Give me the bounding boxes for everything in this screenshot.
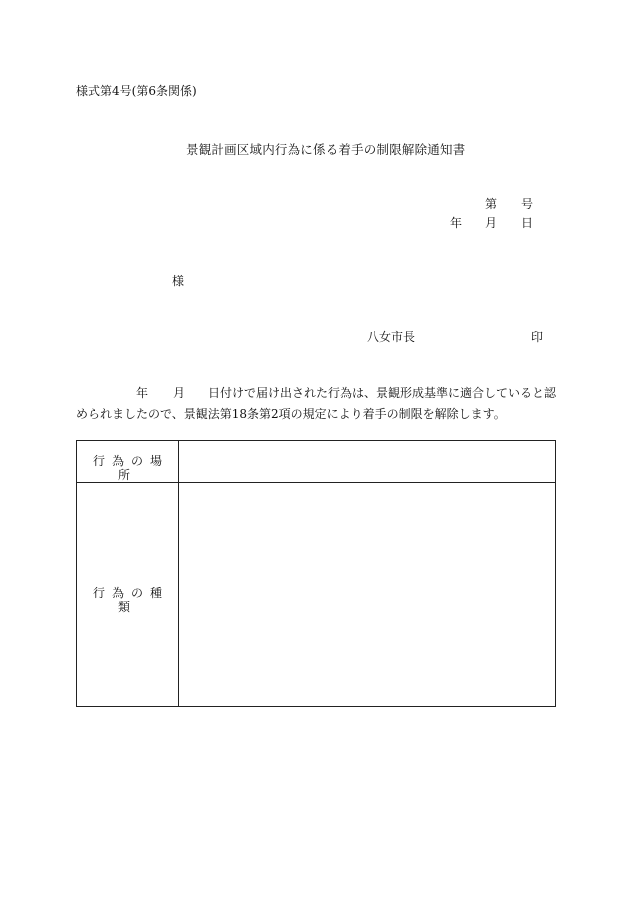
date-day-label: 日 [521,216,534,230]
issuer-name: 八女市長 [367,330,416,344]
date-year-label: 年 [450,216,463,230]
body-text-line-2: められましたので、景観法第18条第2項の規定により着手の制限を解除します。 [76,407,506,421]
action-kind-label: 行為の種類 [92,586,169,614]
date-month-label: 月 [485,216,498,230]
action-details-table [76,440,556,707]
reference-number-prefix: 第 [485,197,498,211]
table-row-divider [77,482,555,483]
body-year-label: 年 [136,386,149,400]
body-text-continuation: 日付けで届け出された行為は、景観形成基準に適合していると認 [208,386,557,400]
body-month-label: 月 [173,386,186,400]
form-number: 様式第4号(第6条関係) [76,84,197,98]
reference-number-suffix: 号 [521,197,534,211]
document-title: 景観計画区域内行為に係る着手の制限解除通知書 [186,142,466,157]
addressee-honorific: 様 [172,274,185,288]
table-column-divider [178,441,179,706]
action-place-label: 行為の場所 [92,454,169,482]
seal-mark: 印 [531,330,544,344]
